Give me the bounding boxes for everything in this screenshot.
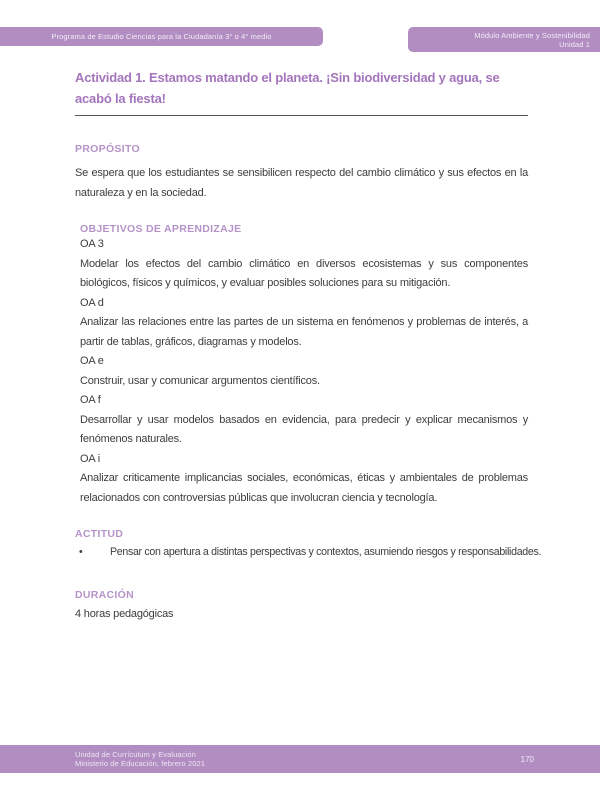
proposito-text: Se espera que los estudiantes se sensibilicen respecto del cambio climático y sus efectos en la naturaleza y en la sociedad.: [75, 167, 528, 199]
actitud-label: ACTITUD: [75, 528, 124, 540]
footer-credits: [0, 750, 521, 769]
objetivos-label: OBJETIVOS DE APRENDIZAJE: [80, 223, 242, 235]
oa-text-3: Modelar los efectos del cambio climático en diversos ecosistemas y sus componentes biológicos, físicos y químicos, y evaluar posibles soluciones para su mitigación.: [80, 257, 528, 289]
oa-code-3: OA 3: [80, 238, 104, 250]
module-badge-line2: Unidad 1: [559, 40, 590, 49]
bullet-icon: •: [79, 546, 83, 558]
footer-page-number: 170: [520, 754, 534, 764]
content-column: [75, 67, 542, 624]
footer-line2: Ministerio de Educación, febrero 2021: [75, 759, 206, 768]
oa-code-i: OA i: [80, 452, 100, 465]
duracion-label: DURACIÓN: [75, 588, 134, 601]
objetivos-block: [80, 223, 528, 508]
program-badge-label: Programa de Estudio Ciencias para la Ciudadanía 3° o 4° medio: [51, 32, 272, 41]
activity-title: Actividad 1. Estamos matando el planeta. ¡Sin biodiversidad y agua, se acabó la fiesta!: [75, 67, 528, 116]
oa-code-f: OA f: [80, 394, 101, 406]
module-badge-line1: Módulo Ambiente y Sostenibilidad: [474, 30, 590, 40]
header-band-program: [0, 27, 323, 46]
oa-code-d: OA d: [80, 296, 104, 309]
proposito-label: PROPÓSITO: [75, 143, 140, 155]
actitud-text: Pensar con apertura a distintas perspectivas y contextos, asumiendo riesgos y responsabilidades.: [110, 546, 542, 558]
oa-text-d: Analizar las relaciones entre las partes de un sistema en fenómenos y problemas de interés, a partir de tablas, gráficos, diagramas y modelos.: [80, 316, 528, 348]
oa-code-e: OA e: [80, 355, 104, 367]
duracion-text: 4 horas pedagógicas: [75, 607, 174, 620]
header-band-module: [408, 27, 600, 52]
footer-line1: Unidad de Currículum y Evaluación: [75, 749, 196, 759]
oa-text-i: Analizar criticamente implicancias sociales, económicas, éticas y ambientales de problemas relacionados con controversias públicas que involucran ciencia y tecnología.: [80, 472, 528, 504]
oa-text-f: Desarrollar y usar modelos basados en evidencia, para predecir y explicar mecanismos y fenómenos naturales.: [80, 413, 528, 445]
actitud-bullet-item: [75, 543, 542, 563]
footer-band: [0, 745, 600, 773]
oa-text-e: Construir, usar y comunicar argumentos científicos.: [80, 374, 320, 387]
